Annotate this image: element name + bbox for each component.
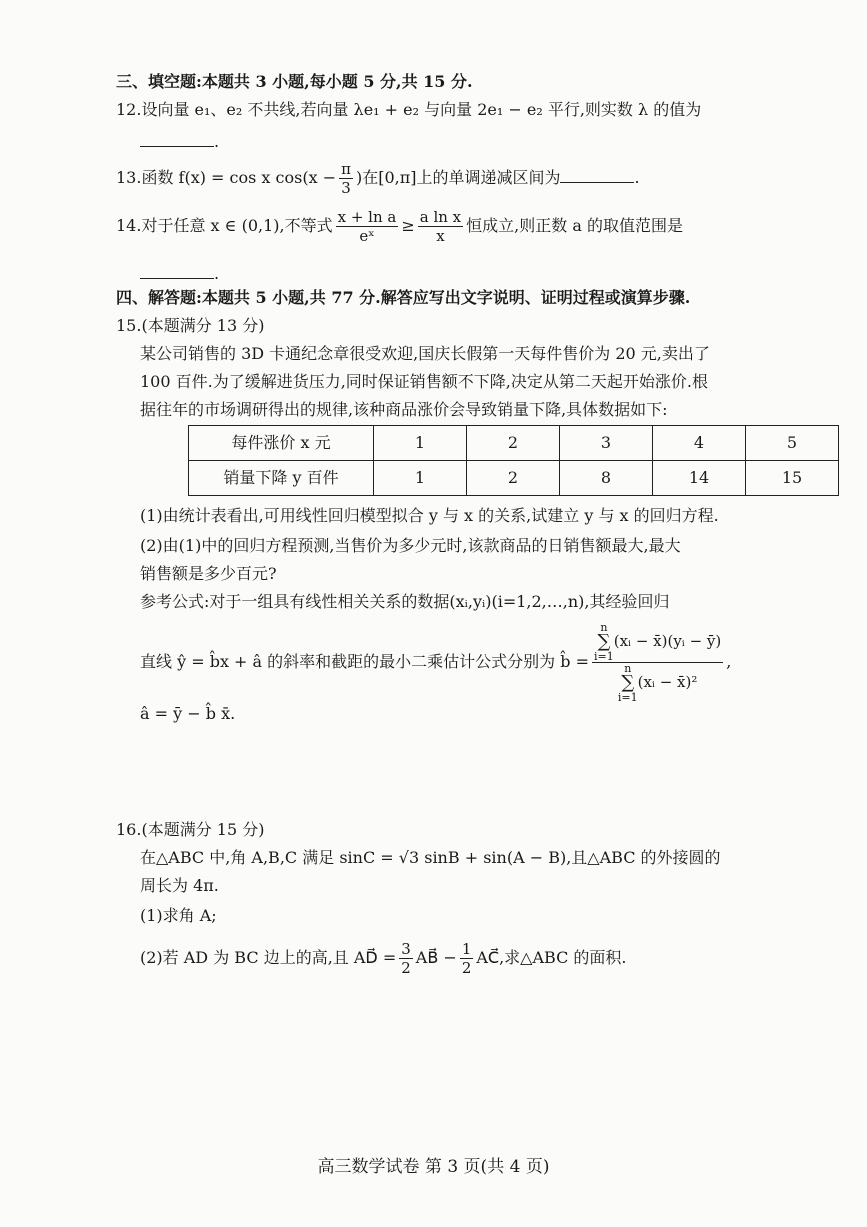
table-cell: 2 [467,426,560,461]
q14-line1: 14.对于任意 x ∈ (0,1),不等式 $\frac{\text{x + ln a}}{\text{eˣ}}$ ≥ $\frac{\text{a ln x}}{x}$ 恒成立,则正数 a 的取值范围是 [116,208,683,245]
q12-answer-blank[interactable] [140,130,214,147]
table-cell: 1 [374,426,467,461]
q15-reference-3: â = ȳ − b̂ x̄. [140,704,236,723]
q14-answer-blank[interactable] [140,262,214,279]
summation-symbol: n ∑ i=1 [594,621,614,663]
q15-reference-2: 直线 ŷ = b̂x + â 的斜率和截距的最小二乘估计公式分别为 b̂ = n ∑ i=1 (xᵢ − x̄)(yᵢ − ȳ) n ∑ i=1 (xᵢ − x̄)² , [140,621,732,704]
table-cell: 2 [467,461,560,496]
fraction-one-half: $\frac{1}{2}$ [461,940,472,977]
q16-paragraph-2: 周长为 4π. [140,876,219,895]
table-cell: 14 [653,461,746,496]
q15-subquestion-1: (1)由统计表看出,可用线性回归模型拟合 y 与 x 的关系,试建立 y 与 x 的回归方程. [140,506,719,525]
q16-subquestion-2: (2)若 AD 为 BC 边上的高,且 AD⃗ = $\frac{3}{2}$ AB⃗ − $\frac{1}{2}$ AC⃗,求△ABC 的面积. [140,940,627,977]
q12-line2: . [140,130,219,154]
table-cell: 15 [746,461,839,496]
fraction-three-halves: $\frac{3}{2}$ [401,940,411,977]
table-row [189,426,839,461]
table-cell: 3 [560,426,653,461]
q15-paragraph-2: 100 百件.为了缓解进货压力,同时保证销售额不下降,决定从第二天起开始涨价.根 [140,372,708,391]
table-row [189,461,839,496]
summation-symbol: n ∑ i=1 [617,662,638,704]
q13-fraction: $\frac{\pi}{3}$ [341,160,351,197]
q15-subquestion-2a: (2)由(1)中的回归方程预测,当售价为多少元时,该款商品的日销售额最大,最大 [140,536,681,555]
q16-title: 16.(本题满分 15 分) [116,820,265,839]
q15-reference-1: 参考公式:对于一组具有线性相关关系的数据(xᵢ,yᵢ)(i=1,2,…,n),其经验回归 [140,592,670,611]
page-footer: 高三数学试卷 第 3 页(共 4 页) [317,1157,550,1177]
q16-paragraph-1: 在△ABC 中,角 A,B,C 满足 sinC = √3 sinB + sin(A − B),且△ABC 的外接圆的 [140,848,721,867]
q14-fraction-right: $\frac{\text{a ln x}}{x}$ [419,208,462,245]
table-cell: 5 [746,426,839,461]
table-header-y: 销量下降 y 百件 [189,461,374,496]
table-cell: 4 [653,426,746,461]
q15-paragraph-1: 某公司销售的 3D 卡通纪念章很受欢迎,国庆长假第一天每件售价为 20 元,卖出了 [140,344,710,363]
q12-line1: 12.设向量 e₁、e₂ 不共线,若向量 λe₁ + e₂ 与向量 2e₁ − e₂ 平行,则实数 λ 的值为 [116,100,702,119]
table-cell: 8 [560,461,653,496]
q16-subquestion-1: (1)求角 A; [140,906,217,925]
q15-title: 15.(本题满分 13 分) [116,316,265,335]
q14-fraction-left: $\frac{\text{x + ln a}}{\text{eˣ}}$ [337,208,397,245]
q13-line: 13.函数 f(x) = cos x cos(x − $\frac{\pi}{3}$ )在[0,π]上的单调递减区间为 . [116,160,640,197]
q15-paragraph-3: 据往年的市场调研得出的规律,该种商品涨价会导致销量下降,具体数据如下: [140,400,668,419]
section3-heading: 三、填空题:本题共 3 小题,每小题 5 分,共 15 分. [116,72,473,91]
q14-line2: . [140,262,219,286]
q15-subquestion-2b: 销售额是多少百元? [140,564,277,583]
least-squares-formula: n ∑ i=1 (xᵢ − x̄)(yᵢ − ȳ) n ∑ i=1 (xᵢ − x̄)² [594,621,722,704]
section4-heading: 四、解答题:本题共 5 小题,共 77 分.解答应写出文字说明、证明过程或演算步骤. [116,288,691,307]
q15-data-table [188,425,839,496]
table-header-x: 每件涨价 x 元 [189,426,374,461]
q13-answer-blank[interactable] [560,166,634,183]
table-cell: 1 [374,461,467,496]
